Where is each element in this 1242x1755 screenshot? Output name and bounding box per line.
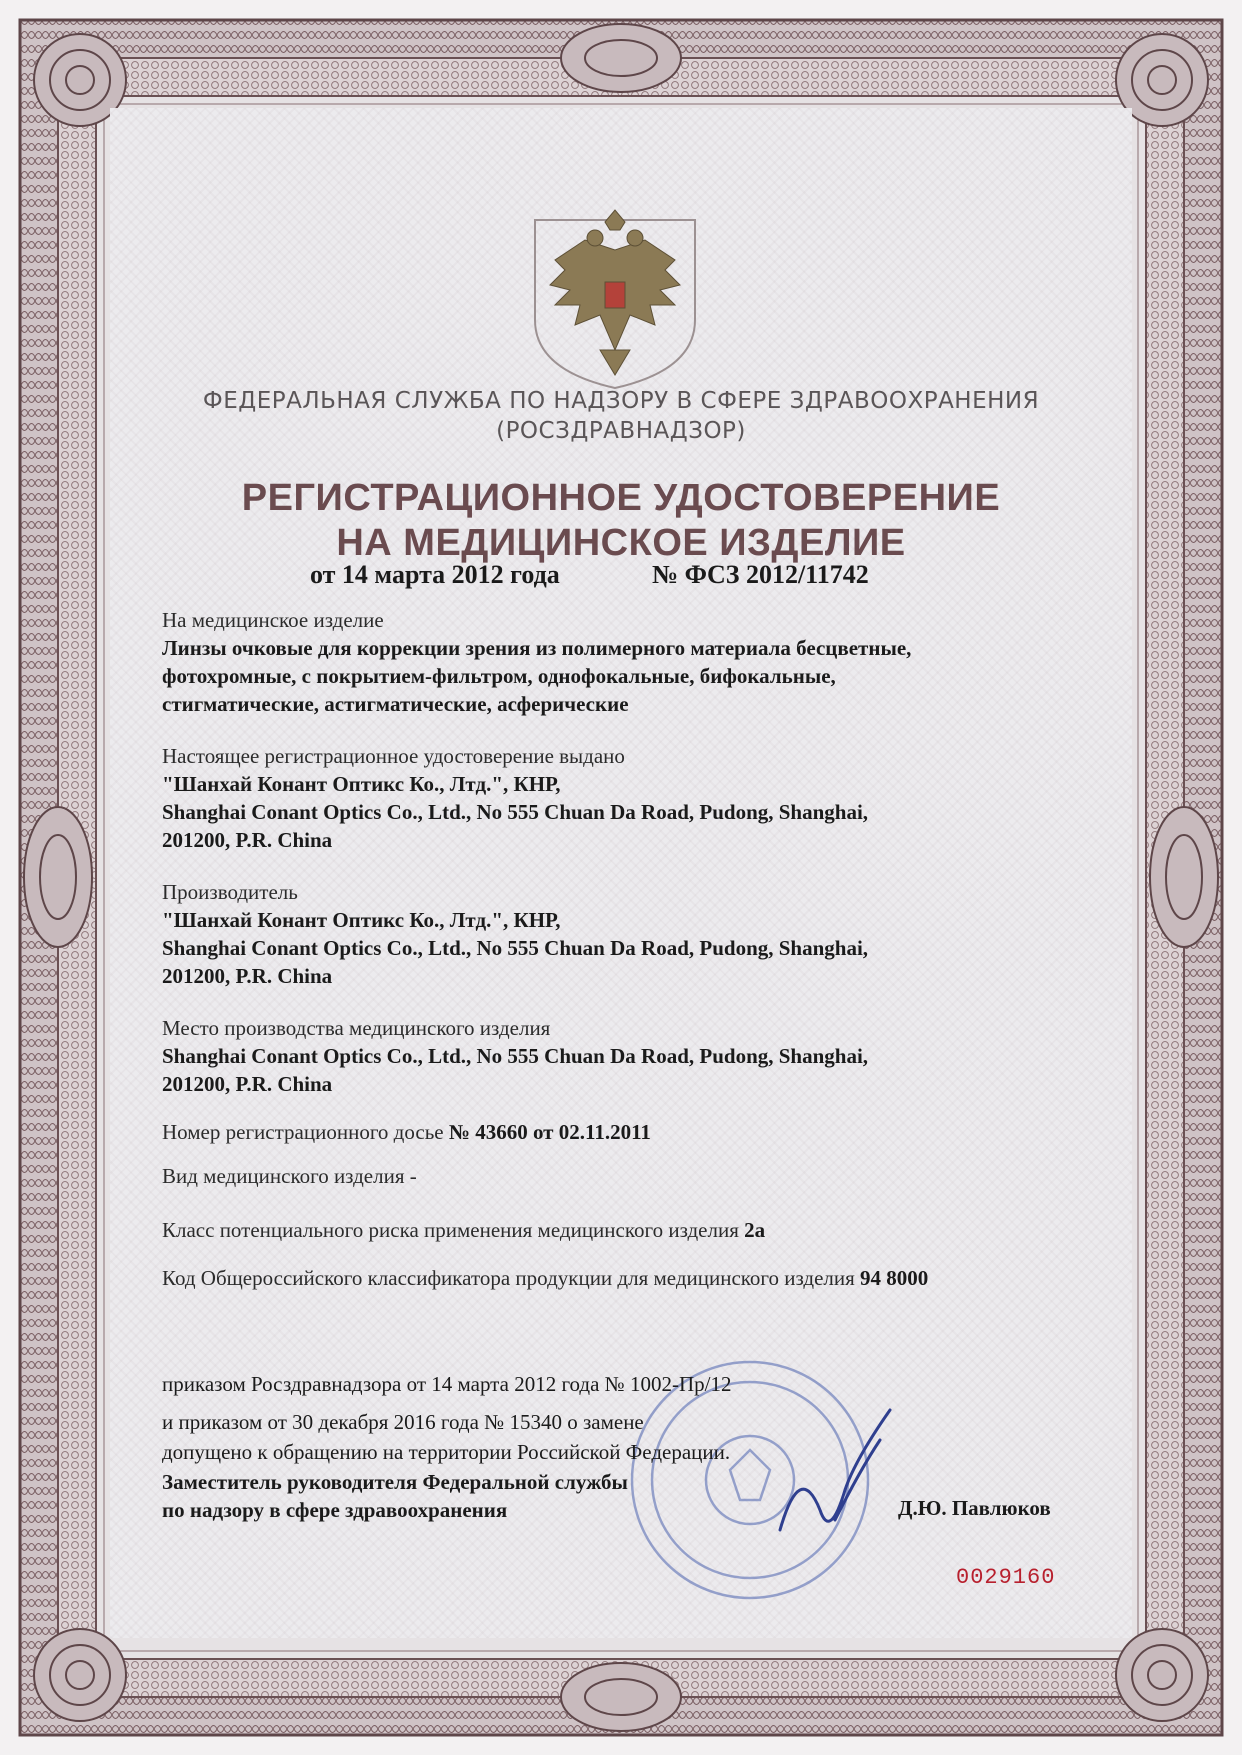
issued-line: 201200, P.R. China (162, 828, 333, 852)
okp-label: Код Общероссийского классификатора продукции для медицинского изделия (162, 1266, 855, 1290)
serial-number: 0029160 (956, 1565, 1056, 1590)
issued-line: "Шанхай Конант Оптикс Ко., Лтд.", КНР, (162, 772, 561, 796)
certificate-number: № ФСЗ 2012/11742 (652, 560, 869, 589)
manufacturer-line: 201200, P.R. China (162, 964, 333, 988)
signer-name: Д.Ю. Павлюков (898, 1496, 1051, 1520)
deputy-title-line-1: Заместитель руководителя Федеральной службы (162, 1470, 628, 1494)
risk-label: Класс потенциального риска применения медицинского изделия (162, 1218, 739, 1242)
issued-to-section (162, 742, 1092, 854)
signature-icon (760, 1400, 910, 1550)
issued-line: Shanghai Conant Optics Co., Ltd., No 555 Chuan Da Road, Pudong, Shanghai, (162, 800, 869, 824)
place-line: Shanghai Conant Optics Co., Ltd., No 555 Chuan Da Road, Pudong, Shanghai, (162, 1044, 869, 1068)
manufacturer-label: Производитель (162, 880, 298, 904)
admission-line: допущено к обращению на территории Российской Федерации. (162, 1440, 731, 1464)
issued-label: Настоящее регистрационное удостоверение выдано (162, 744, 625, 768)
place-line: 201200, P.R. China (162, 1072, 333, 1096)
issue-date: от 14 марта 2012 года (310, 560, 560, 589)
okp-value: 94 8000 (860, 1266, 929, 1290)
place-label: Место производства медицинского изделия (162, 1016, 551, 1040)
deputy-title-line-2: по надзору в сфере здравоохранения (162, 1498, 508, 1522)
document-subtitle: НА МЕДИЦИНСКОЕ ИЗДЕЛИЕ (336, 522, 906, 564)
product-section (162, 606, 1092, 718)
product-line: Линзы очковые для коррекции зрения из полимерного материала бесцветные, (162, 636, 912, 660)
kind-label: Вид медицинского изделия - (162, 1164, 417, 1188)
document-title: РЕГИСТРАЦИОННОЕ УДОСТОВЕРЕНИЕ (241, 477, 1001, 519)
manufacturer-section (162, 878, 1092, 990)
production-place-section (162, 1014, 1092, 1098)
dossier-value: № 43660 от 02.11.2011 (448, 1120, 651, 1144)
product-label: На медицинское изделие (162, 608, 384, 632)
manufacturer-line: "Шанхай Конант Оптикс Ко., Лтд.", КНР, (162, 908, 561, 932)
order-line-2: и приказом от 30 декабря 2016 года № 15340 о замене (162, 1410, 644, 1434)
dossier-row (162, 1118, 1092, 1146)
agency-abbreviation: (РОСЗДРАВНАДЗОР) (496, 418, 746, 444)
risk-value: 2а (744, 1218, 766, 1242)
coat-of-arms-icon (525, 200, 705, 390)
okp-code-row (162, 1264, 1092, 1292)
agency-name: ФЕДЕРАЛЬНАЯ СЛУЖБА ПО НАДЗОРУ В СФЕРЕ ЗДРАВООХРАНЕНИЯ (202, 388, 1040, 414)
dossier-label: Номер регистрационного досье (162, 1120, 444, 1144)
device-kind-row (162, 1162, 1092, 1190)
product-line: фотохромные, с покрытием-фильтром, однофокальные, бифокальные, (162, 664, 836, 688)
product-line: стигматические, астигматические, асферические (162, 692, 629, 716)
risk-class-row (162, 1216, 1092, 1244)
order-line-1: приказом Росздравнадзора от 14 марта 2012 года № 1002-Пр/12 (162, 1372, 732, 1396)
manufacturer-line: Shanghai Conant Optics Co., Ltd., No 555 Chuan Da Road, Pudong, Shanghai, (162, 936, 869, 960)
